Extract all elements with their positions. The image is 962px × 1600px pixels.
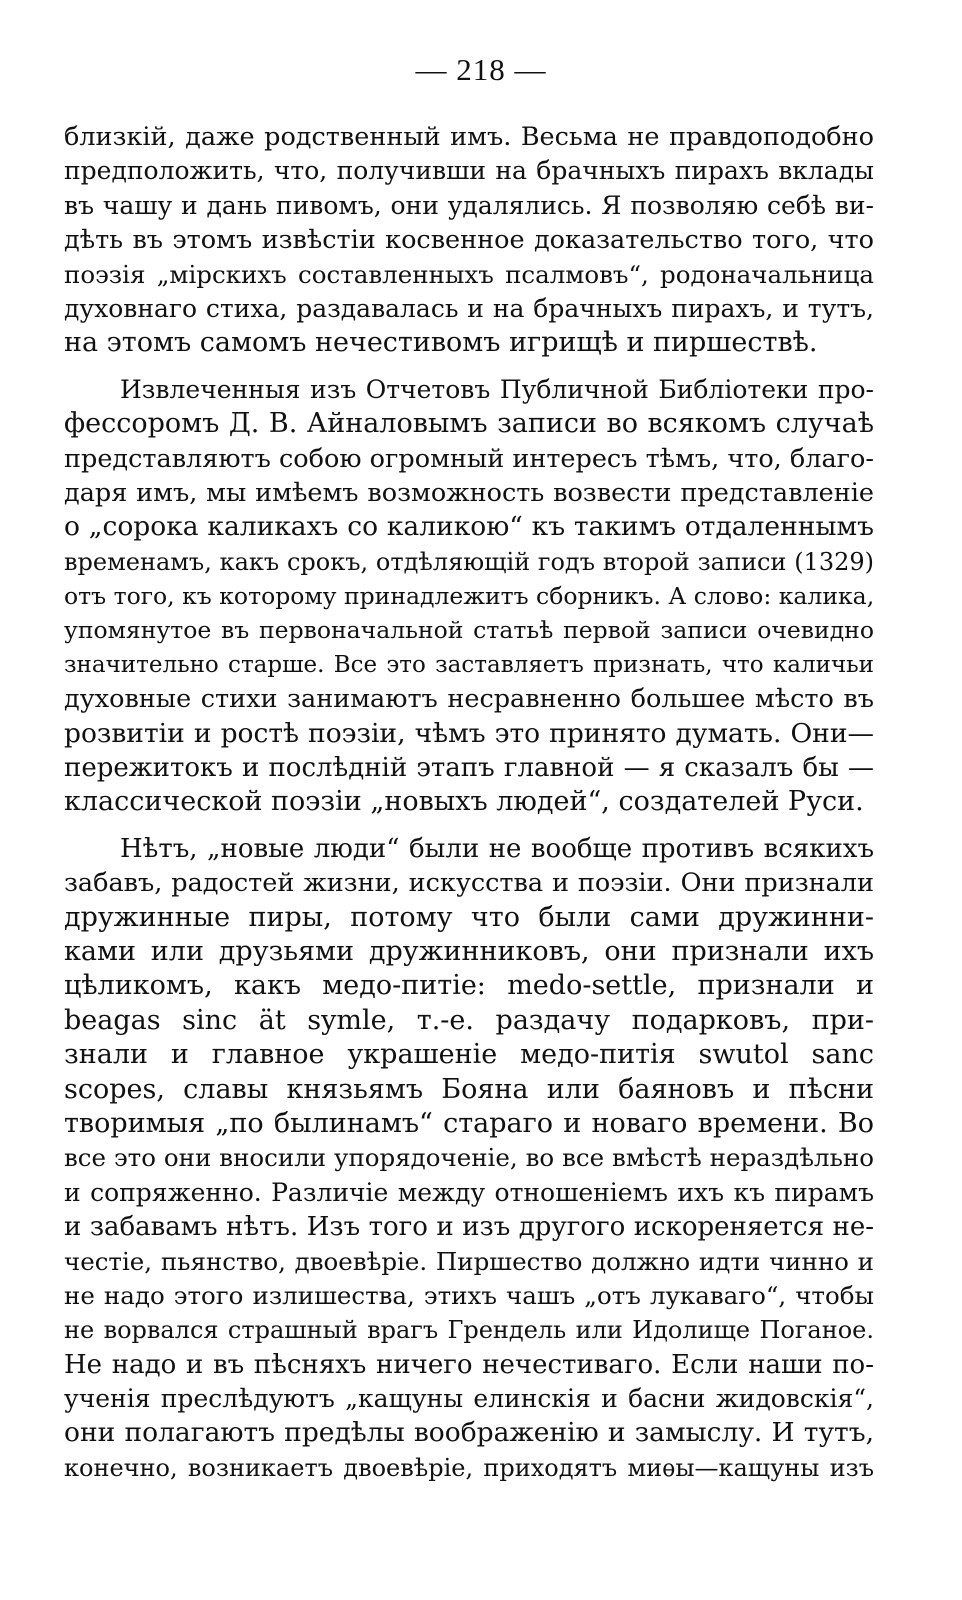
text-line: духовнаго стиха, раздавалась и на брачныхъ пирахъ, и тутъ, [64, 293, 874, 323]
text-line: и забавамъ нѣтъ. Изъ того и изъ другого искореняется не- [64, 1212, 874, 1243]
text-line: розвитіи и ростѣ поэзіи, чѣмъ это принято думать. Они— [64, 717, 874, 749]
text-line: они полагаютъ предѣлы воображенію и замыслу. И тутъ, [64, 1417, 874, 1449]
text-line: честіе, пьянство, двоевѣріе. Пиршество должно идти чинно и [64, 1246, 874, 1276]
text-line: фессоромъ Д. В. Айналовымъ записи во всякомъ случаѣ [64, 408, 874, 440]
text-line: духовные стихи занимаютъ несравненно большее мѣсто въ [64, 684, 874, 715]
text-line: творимыя „по былинамъ“ стараго и новаго времени. Во [64, 1107, 874, 1139]
text-line: не надо этого излишества, этихъ чашъ „отъ лукаваго“, чтобы [64, 1280, 874, 1310]
page-number: — 218 — [415, 52, 547, 87]
body-text [64, 120, 874, 1485]
text-line: поэзія „мірскихъ составленныхъ псалмовъ“, родоначальница [64, 259, 874, 289]
text-line: въ чашу и дань пивомъ, они удалялись. Я позволяю себѣ ви- [64, 190, 874, 220]
text-line: не ворвался страшный врагъ Грендель или Идолище Поганое. [64, 1316, 874, 1345]
text-line: отъ того, къ которому принадлежитъ сборникъ. А слово: калика, [64, 582, 875, 611]
text-line: Не надо и въ пѣсняхъ ничего нечестиваго. Если наши по- [64, 1349, 874, 1380]
text-line: цѣликомъ, какъ медо-питіе: medo-settle, признали и [64, 970, 874, 1002]
text-line: ками или друзьями дружинниковъ, они признали ихъ [64, 935, 874, 967]
text-line: scopes, славы князьямъ Бояна или баяновъ и пѣсни [64, 1073, 874, 1105]
text-line: забавъ, радостей жизни, искусства и поэзіи. Они признали [64, 868, 874, 899]
text-line: дѣть въ этомъ извѣстіи косвенное доказательство того, что [64, 225, 874, 256]
text-line: даря имъ, мы имѣемъ возможность возвести представленіе [64, 477, 874, 508]
text-line: представляютъ собою огромный интересъ тѣмъ, что, благо- [64, 443, 874, 474]
text-line: Извлеченныя изъ Отчетовъ Публичной Библіотеки про- [120, 374, 874, 404]
text-line: на этомъ самомъ нечестивомъ игрищѣ и пиршествѣ. [64, 327, 818, 359]
text-line: классической поэзіи „новыхъ людей“, создателей Руси. [64, 786, 864, 818]
text-line: временамъ, какъ срокъ, отдѣляющій годъ второй записи (1329) [64, 547, 874, 576]
text-line: предположить, что, получивши на брачныхъ пирахъ вклады [64, 156, 874, 186]
text-line: beagas sinc ät symle, т.-е. раздачу подарковъ, при- [64, 1004, 874, 1036]
text-line: и сопряженно. Различіе между отношеніемъ ихъ къ пирамъ [64, 1177, 874, 1207]
text-line: дружинные пиры, потому что были сами дружинни- [64, 901, 874, 933]
text-line: значительно старше. Все это заставляетъ признать, что каличьи [64, 651, 874, 678]
text-line: ученія преслѣдуютъ „кащуны елинскія и басни жидовскія“, [64, 1384, 874, 1414]
text-line: конечно, возникаетъ двоевѣріе, приходятъ миѳы—кащуны изъ [64, 1453, 874, 1482]
text-line: о „сорока каликахъ со каликою“ къ такимъ отдаленнымъ [64, 511, 874, 543]
text-line: знали и главное украшеніе медо-питія swutol sanc [64, 1039, 874, 1071]
text-line: все это они вносили упорядоченіе, во все вмѣстѣ нераздѣльно [64, 1143, 874, 1173]
text-line: пережитокъ и послѣдній этапъ главной — я сказалъ бы — [64, 753, 874, 784]
text-line: упомянутое въ первоначальной статьѣ первой записи очевидно [64, 616, 874, 645]
text-line: Нѣтъ, „новые люди“ были не вообще противъ всякихъ [120, 833, 874, 864]
text-line: близкій, даже родственный имъ. Весьма не правдоподобно [64, 122, 874, 152]
